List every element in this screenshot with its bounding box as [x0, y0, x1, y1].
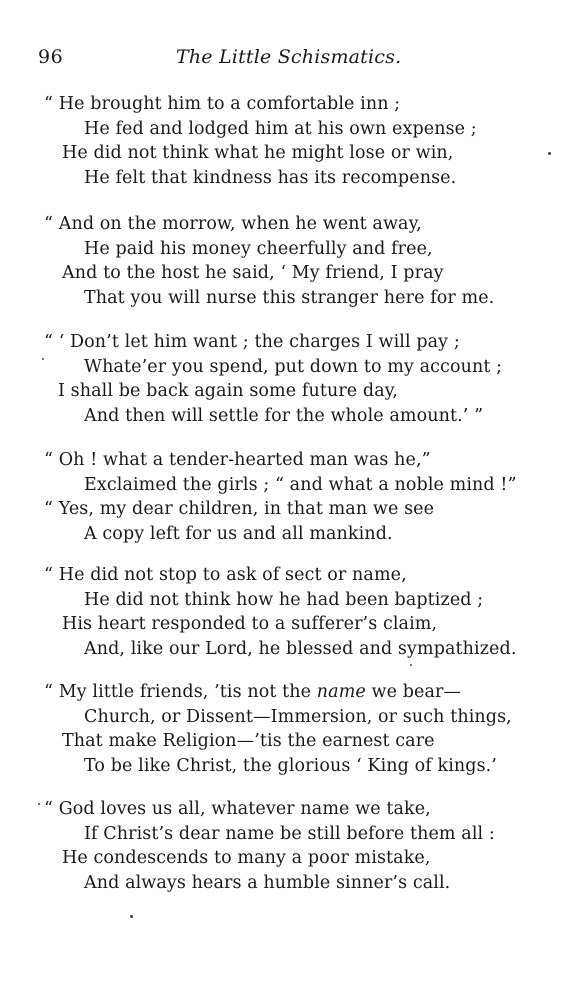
- stanza-6: [44, 680, 544, 778]
- stanza-1-line-3: He did not think what he might lose or win,: [62, 143, 454, 163]
- stanza-4-line-4: A copy left for us and all mankind.: [84, 523, 393, 544]
- stanza-3-line-4: And then will settle for the whole amount.’ ”: [84, 405, 484, 426]
- stanza-6-line-2: Church, or Dissent—Immersion, or such things,: [84, 706, 512, 727]
- stanza-4-line-2: Exclaimed the girls ; “ and what a noble mind !”: [84, 474, 517, 495]
- stanza-1-line-2: He fed and lodged him at his own expense ;: [84, 118, 477, 139]
- stanza-3-line-1: “ ‘ Don’t let him want ; the charges I will pay ;: [44, 332, 460, 352]
- stanza-1-line-1: “ He brought him to a comfortable inn ;: [44, 94, 401, 114]
- stanza-7-line-2: If Christ’s dear name be still before them all :: [84, 823, 495, 844]
- ink-speck: [130, 915, 133, 918]
- stanza-5-line-1: “ He did not stop to ask of sect or name,: [44, 565, 407, 585]
- stanza-2: [44, 212, 544, 310]
- stanza-6-line-1: [44, 680, 544, 705]
- stanza-4-line-3: “ Yes, my dear children, in that man we see: [44, 499, 435, 519]
- stanza-7-line-1: “ God loves us all, whatever name we take,: [44, 799, 431, 819]
- stanza-6-line-4: To be like Christ, the glorious ‘ King of kings.’: [84, 755, 497, 776]
- page-number: 96: [38, 46, 64, 68]
- stanza-7-line-4: And always hears a humble sinner’s call.: [84, 872, 451, 893]
- stanza-2-line-1: “ And on the morrow, when he went away,: [44, 214, 422, 234]
- stanza-6-line-3: That make Religion—’tis the earnest care: [62, 731, 435, 751]
- ink-speck: [410, 664, 412, 666]
- stanza-5-line-2: He did not think how he had been baptized ;: [84, 589, 484, 610]
- ink-speck: [38, 803, 40, 805]
- stanza-5: [44, 563, 544, 661]
- ink-speck: [42, 358, 44, 360]
- stanza-2-line-2: He paid his money cheerfully and free,: [84, 238, 433, 259]
- stanza-3-line-2: Whate’er you spend, put down to my account ;: [84, 356, 503, 377]
- stanza-7: [44, 797, 544, 895]
- stanza-1: [44, 92, 544, 190]
- stanza-7-line-3: He condescends to many a poor mistake,: [62, 848, 431, 868]
- stanza-5-line-4: And, like our Lord, he blessed and sympathized.: [84, 638, 517, 659]
- ink-speck: [548, 152, 551, 155]
- stanza-3-line-3: I shall be back again some future day,: [58, 381, 399, 401]
- stanza-6-line-1-end: we bear—: [365, 682, 462, 702]
- stanza-2-line-3: And to the host he said, ‘ My friend, I pray: [62, 263, 444, 283]
- stanza-1-line-4: He felt that kindness has its recompense.: [84, 167, 457, 188]
- stanza-2-line-4: That you will nurse this stranger here for me.: [84, 287, 495, 308]
- stanza-6-line-1-italic-word: name: [316, 682, 366, 702]
- stanza-5-line-3: His heart responded to a sufferer’s claim,: [62, 614, 438, 634]
- stanza-3: [44, 330, 544, 428]
- running-header: [38, 46, 508, 76]
- stanza-6-line-1-start: “ My little friends, ’tis not the: [44, 682, 317, 702]
- stanza-4-line-1: “ Oh ! what a tender-hearted man was he,”: [44, 450, 431, 470]
- running-title: The Little Schismatics.: [176, 46, 402, 68]
- stanza-4: [44, 448, 544, 546]
